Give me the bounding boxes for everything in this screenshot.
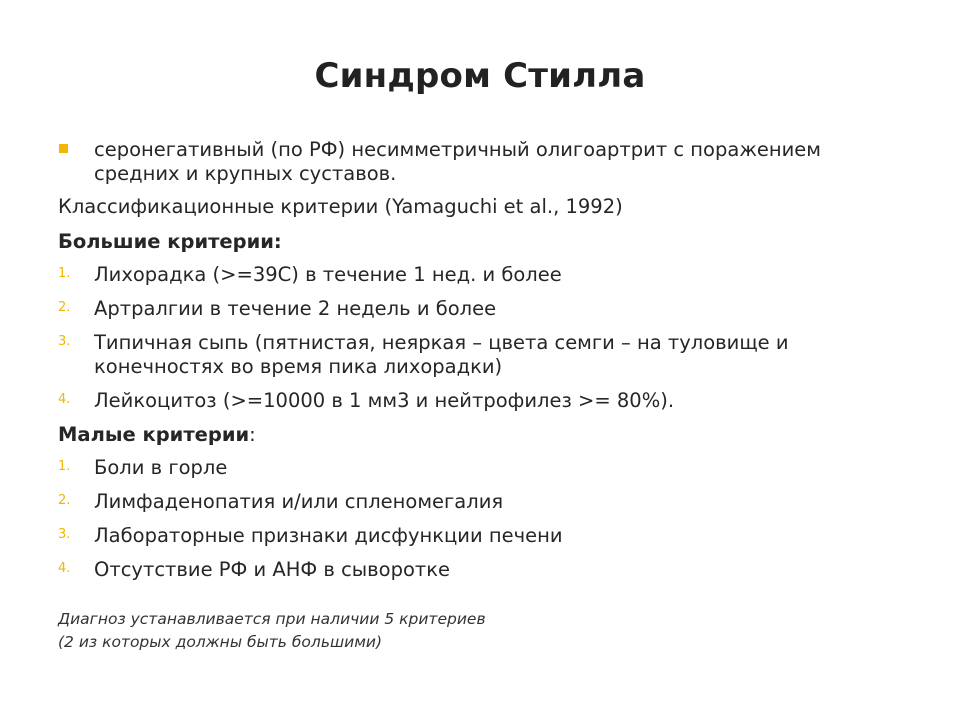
criterion-text: Артралгии в течение 2 недель и более	[94, 297, 497, 320]
list-number: 1.	[58, 459, 71, 474]
list-number: 4.	[58, 561, 71, 576]
slide-title: Синдром Стилла	[314, 56, 646, 96]
major-criterion-1	[58, 263, 918, 287]
minor-criterion-2	[58, 490, 918, 514]
note-line-1: Диагноз устанавливается при наличии 5 критериев	[58, 610, 486, 628]
minor-criterion-4	[58, 558, 918, 582]
minor-heading-colon: :	[249, 423, 256, 446]
square-bullet-icon	[59, 144, 68, 153]
diagnosis-note	[58, 608, 918, 654]
minor-heading-text: Малые критерии	[58, 423, 250, 446]
major-criterion-4	[58, 389, 918, 413]
criterion-text: Лихорадка (>=39С) в течение 1 нед. и более	[94, 263, 562, 286]
list-number: 2.	[58, 300, 71, 315]
criterion-text-cont: конечностях во время пика лихорадки)	[94, 355, 503, 378]
criterion-text: Отсутствие РФ и АНФ в сыворотке	[94, 558, 451, 581]
classification-criteria: Классификационные критерии (Yamaguchi et al., 1992)	[58, 195, 623, 218]
major-criteria-heading: Большие критерии:	[58, 230, 282, 253]
bullet-item	[58, 138, 918, 186]
bullet-line-2: средних и крупных суставов.	[94, 162, 397, 185]
minor-criteria-heading	[58, 423, 918, 447]
criterion-text: Боли в горле	[94, 456, 228, 479]
list-number: 3.	[58, 527, 71, 542]
minor-criterion-1	[58, 456, 918, 480]
slide-content	[58, 138, 918, 654]
criterion-text: Лабораторные признаки дисфункции печени	[94, 524, 563, 547]
list-number: 3.	[58, 334, 71, 349]
criterion-text: Лимфаденопатия и/или спленомегалия	[94, 490, 504, 513]
bullet-line-1: серонегативный (по РФ) несимметричный олигоартрит с поражением	[94, 138, 822, 161]
criterion-text: Типичная сыпь (пятнистая, неяркая – цвета семги – на туловище и	[94, 331, 789, 354]
list-number: 1.	[58, 266, 71, 281]
minor-criterion-3	[58, 524, 918, 548]
criterion-text: Лейкоцитоз (>=10000 в 1 мм3 и нейтрофилез >= 80%).	[94, 389, 675, 412]
note-line-2: (2 из которых должны быть большими)	[58, 633, 383, 651]
list-number: 4.	[58, 392, 71, 407]
list-number: 2.	[58, 493, 71, 508]
major-criterion-3	[58, 331, 918, 379]
major-criterion-2	[58, 297, 918, 321]
